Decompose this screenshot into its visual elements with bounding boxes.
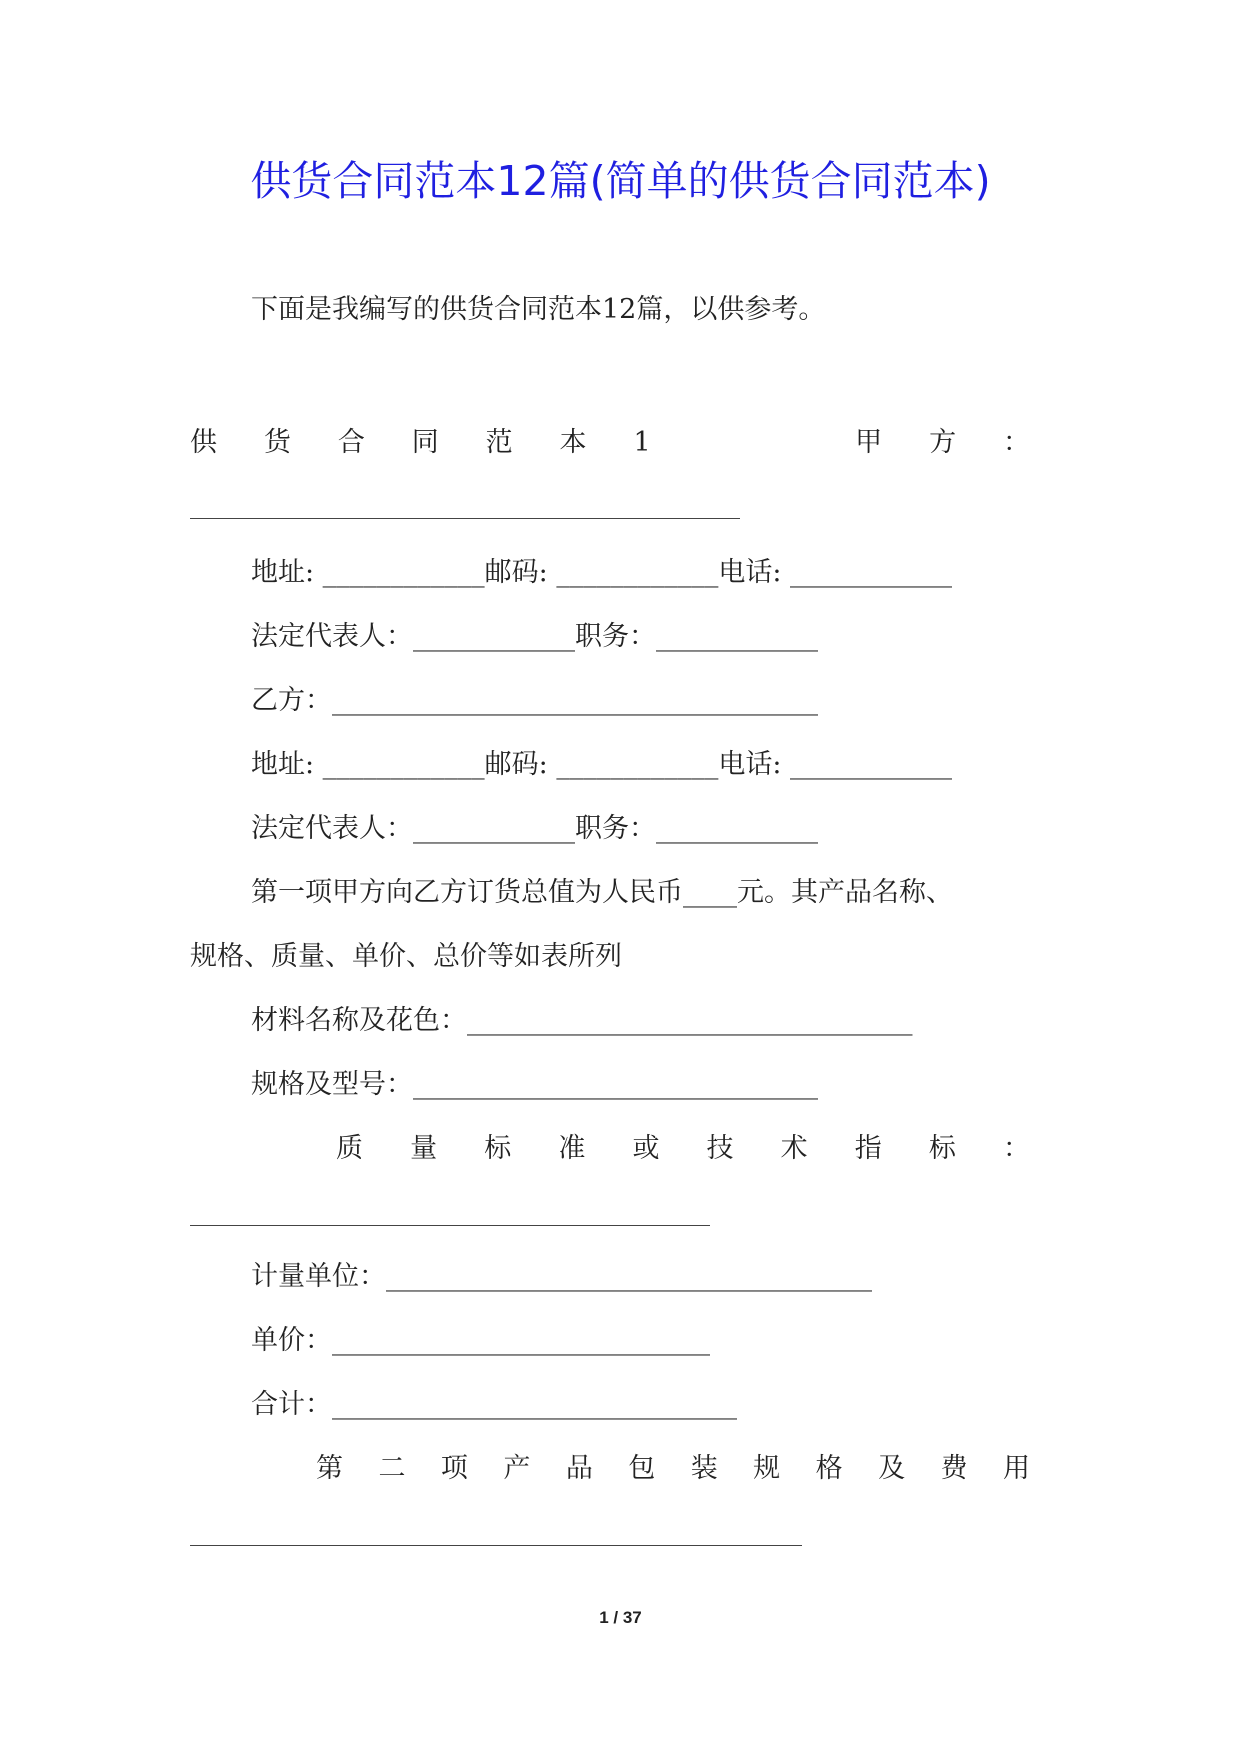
party-b-representative-line: 法定代表人：____________职务：____________ xyxy=(251,813,818,844)
total-line: 合计：______________________________ xyxy=(251,1389,737,1420)
heading-char: 货 xyxy=(263,427,291,458)
clause-2-char: 规 xyxy=(753,1453,781,1484)
clause-2-char: 费 xyxy=(940,1453,968,1484)
quality-char: 质 xyxy=(336,1133,363,1164)
clause-1-line-2: 规格、质量、单价、总价等如表所列 xyxy=(190,941,622,972)
clause-2-char: 用 xyxy=(1002,1453,1030,1484)
document-title: 供货合同范本12篇(简单的供货合同范本) xyxy=(250,157,991,205)
party-a-blank-rule xyxy=(190,518,740,519)
quality-char: 准 xyxy=(558,1133,586,1164)
heading-char: 同 xyxy=(411,427,439,458)
quality-char: ： xyxy=(1002,1133,1030,1164)
heading-char: ： xyxy=(1002,427,1030,458)
unit-line: 计量单位：____________________________________ xyxy=(251,1261,872,1292)
heading-char: 合 xyxy=(337,427,365,458)
clause-2-char: 装 xyxy=(690,1453,718,1484)
quality-char: 技 xyxy=(706,1133,734,1164)
spec-model-line: 规格及型号：______________________________ xyxy=(251,1069,818,1100)
heading-char xyxy=(707,423,734,463)
clause-2-char: 品 xyxy=(565,1453,593,1484)
clause-2-blank-rule xyxy=(190,1545,802,1546)
page-number: 1 / 37 xyxy=(599,1608,642,1627)
quality-char: 标 xyxy=(484,1133,512,1164)
clause-2-char: 二 xyxy=(378,1453,406,1484)
heading-char: 范 xyxy=(485,427,513,458)
heading-char: 方 xyxy=(929,427,957,458)
clause-2-char: 项 xyxy=(440,1453,468,1484)
quality-blank-rule xyxy=(190,1225,710,1226)
heading-char: 供 xyxy=(190,427,217,458)
unit-price-line: 单价：____________________________ xyxy=(251,1325,710,1356)
intro-paragraph: 下面是我编写的供货合同范本12篇，以供参考。 xyxy=(251,294,826,325)
quality-char: 术 xyxy=(780,1133,808,1164)
clause-2-char: 及 xyxy=(878,1453,906,1484)
party-a-address-line: 地址: ____________邮码: ____________电话: ____________ xyxy=(251,557,953,588)
clause-2-char: 包 xyxy=(628,1453,656,1484)
quality-char: 指 xyxy=(854,1133,882,1164)
quality-char: 或 xyxy=(632,1133,660,1164)
clause-2-char: 第 xyxy=(316,1453,343,1484)
party-a-representative-line: 法定代表人：____________职务：____________ xyxy=(251,621,818,652)
quality-char: 量 xyxy=(410,1133,438,1164)
clause-2-char: 格 xyxy=(815,1453,843,1484)
quality-char: 标 xyxy=(928,1133,956,1164)
party-b-address-line: 地址: ____________邮码: ____________电话: ____________ xyxy=(251,749,953,780)
material-name-line: 材料名称及花色：_________________________________ xyxy=(251,1005,913,1036)
heading-char: 甲 xyxy=(855,427,883,458)
contract-heading-row xyxy=(190,423,1030,463)
heading-char: 本 xyxy=(559,427,587,458)
heading-char: 1 xyxy=(633,427,651,458)
heading-char xyxy=(781,423,808,463)
clause-2-char: 产 xyxy=(503,1453,531,1484)
party-b-line: 乙方：____________________________________ xyxy=(251,685,818,716)
clause-1-line-1: 第一项甲方向乙方订货总值为人民币____元。其产品名称、 xyxy=(251,877,953,908)
clause-2-row xyxy=(316,1449,1030,1489)
quality-standard-row xyxy=(336,1129,1030,1169)
